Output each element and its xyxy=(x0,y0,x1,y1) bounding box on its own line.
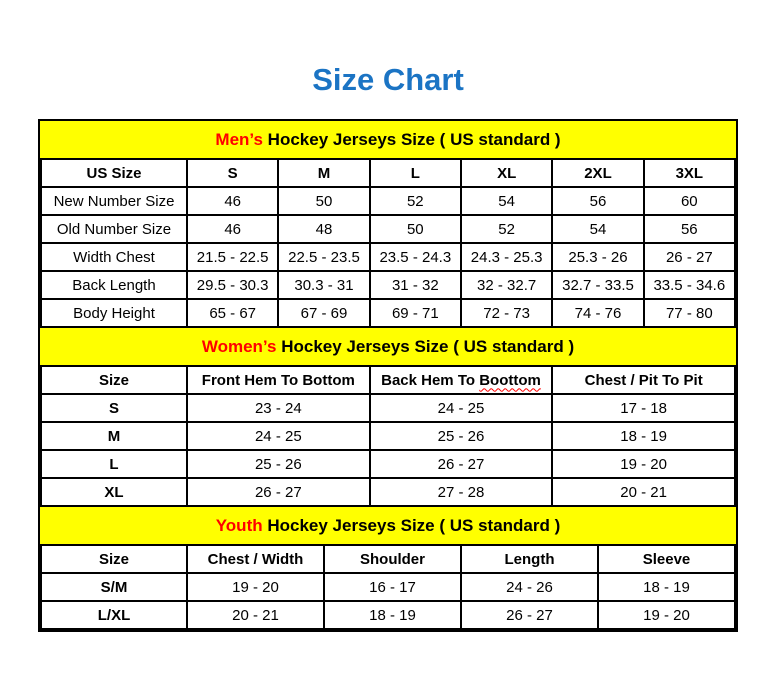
table-cell: 26 - 27 xyxy=(461,601,598,629)
table-row xyxy=(41,573,735,601)
column-header: S xyxy=(187,159,278,187)
column-header: Length xyxy=(461,545,598,573)
table-cell: 69 - 71 xyxy=(370,299,461,327)
table-cell: 24 - 25 xyxy=(187,422,370,450)
column-header: XL xyxy=(461,159,552,187)
table-cell: 54 xyxy=(461,187,552,215)
table-cell: 67 - 69 xyxy=(278,299,369,327)
back-hem-text: Back Hem To xyxy=(381,371,480,389)
row-label: Width Chest xyxy=(41,243,187,271)
table-cell: 25 - 26 xyxy=(370,422,553,450)
row-label: M xyxy=(41,422,187,450)
table-cell: 24.3 - 25.3 xyxy=(461,243,552,271)
table-cell: 23 - 24 xyxy=(187,394,370,422)
table-cell: 21.5 - 22.5 xyxy=(187,243,278,271)
table-cell: 48 xyxy=(278,215,369,243)
table-cell: 50 xyxy=(370,215,461,243)
column-header: Chest / Pit To Pit xyxy=(552,366,735,394)
table-cell: 46 xyxy=(187,187,278,215)
womens-section-banner xyxy=(40,328,736,365)
table-row xyxy=(41,215,735,243)
youth-section-highlight: Youth xyxy=(215,515,263,535)
table-cell: 52 xyxy=(461,215,552,243)
table-row xyxy=(41,422,735,450)
column-header: Chest / Width xyxy=(187,545,324,573)
table-cell: 25 - 26 xyxy=(187,450,370,478)
table-cell: 26 - 27 xyxy=(644,243,735,271)
mens-section-highlight: Men’s xyxy=(215,129,263,149)
youth-header-row xyxy=(41,545,735,573)
size-chart xyxy=(38,119,738,632)
column-header: Front Hem To Bottom xyxy=(187,366,370,394)
youth-size-table xyxy=(40,544,736,630)
mens-section-label: Hockey Jerseys Size ( US standard ) xyxy=(262,129,561,149)
table-cell: 19 - 20 xyxy=(552,450,735,478)
table-cell: 18 - 19 xyxy=(598,573,735,601)
table-cell: 54 xyxy=(552,215,643,243)
column-header: 3XL xyxy=(644,159,735,187)
table-cell: 46 xyxy=(187,215,278,243)
table-cell: 24 - 25 xyxy=(370,394,553,422)
table-cell: 19 - 20 xyxy=(598,601,735,629)
column-header: 2XL xyxy=(552,159,643,187)
row-label: XL xyxy=(41,478,187,506)
table-cell: 52 xyxy=(370,187,461,215)
column-header: M xyxy=(278,159,369,187)
column-header-back-hem xyxy=(370,366,553,394)
table-cell: 19 - 20 xyxy=(187,573,324,601)
page-title: Size Chart xyxy=(312,62,464,97)
table-cell: 72 - 73 xyxy=(461,299,552,327)
youth-section-banner xyxy=(40,507,736,544)
table-cell: 65 - 67 xyxy=(187,299,278,327)
column-header: Sleeve xyxy=(598,545,735,573)
mens-section-banner xyxy=(40,121,736,158)
table-row xyxy=(41,187,735,215)
table-cell: 77 - 80 xyxy=(644,299,735,327)
table-cell: 24 - 26 xyxy=(461,573,598,601)
mens-size-table xyxy=(40,158,736,328)
table-row xyxy=(41,450,735,478)
row-label: Body Height xyxy=(41,299,187,327)
table-cell: 56 xyxy=(552,187,643,215)
table-cell: 23.5 - 24.3 xyxy=(370,243,461,271)
table-cell: 33.5 - 34.6 xyxy=(644,271,735,299)
table-cell: 22.5 - 23.5 xyxy=(278,243,369,271)
column-header: US Size xyxy=(41,159,187,187)
table-cell: 26 - 27 xyxy=(370,450,553,478)
table-cell: 20 - 21 xyxy=(552,478,735,506)
table-row xyxy=(41,601,735,629)
table-cell: 17 - 18 xyxy=(552,394,735,422)
row-label: L/XL xyxy=(41,601,187,629)
table-cell: 60 xyxy=(644,187,735,215)
mens-header-row xyxy=(41,159,735,187)
table-cell: 18 - 19 xyxy=(552,422,735,450)
table-cell: 30.3 - 31 xyxy=(278,271,369,299)
table-cell: 32.7 - 33.5 xyxy=(552,271,643,299)
row-label: New Number Size xyxy=(41,187,187,215)
table-row xyxy=(41,394,735,422)
table-cell: 56 xyxy=(644,215,735,243)
table-cell: 31 - 32 xyxy=(370,271,461,299)
table-cell: 26 - 27 xyxy=(187,478,370,506)
table-cell: 20 - 21 xyxy=(187,601,324,629)
table-cell: 29.5 - 30.3 xyxy=(187,271,278,299)
table-cell: 27 - 28 xyxy=(370,478,553,506)
table-cell: 50 xyxy=(278,187,369,215)
table-cell: 18 - 19 xyxy=(324,601,461,629)
row-label: Old Number Size xyxy=(41,215,187,243)
row-label: L xyxy=(41,450,187,478)
table-row xyxy=(41,243,735,271)
table-cell: 74 - 76 xyxy=(552,299,643,327)
youth-section-label: Hockey Jerseys Size ( US standard ) xyxy=(262,515,561,535)
womens-section-highlight: Women’s xyxy=(201,336,277,356)
table-cell: 25.3 - 26 xyxy=(552,243,643,271)
back-hem-misspelled-word: Boottom xyxy=(479,371,541,389)
table-row xyxy=(41,478,735,506)
womens-header-row xyxy=(41,366,735,394)
column-header: L xyxy=(370,159,461,187)
row-label: S/M xyxy=(41,573,187,601)
column-header: Size xyxy=(41,545,187,573)
womens-section-label: Hockey Jerseys Size ( US standard ) xyxy=(276,336,575,356)
table-cell: 16 - 17 xyxy=(324,573,461,601)
row-label: S xyxy=(41,394,187,422)
womens-size-table xyxy=(40,365,736,507)
table-row xyxy=(41,271,735,299)
column-header: Size xyxy=(41,366,187,394)
table-row xyxy=(41,299,735,327)
table-cell: 32 - 32.7 xyxy=(461,271,552,299)
column-header: Shoulder xyxy=(324,545,461,573)
row-label: Back Length xyxy=(41,271,187,299)
